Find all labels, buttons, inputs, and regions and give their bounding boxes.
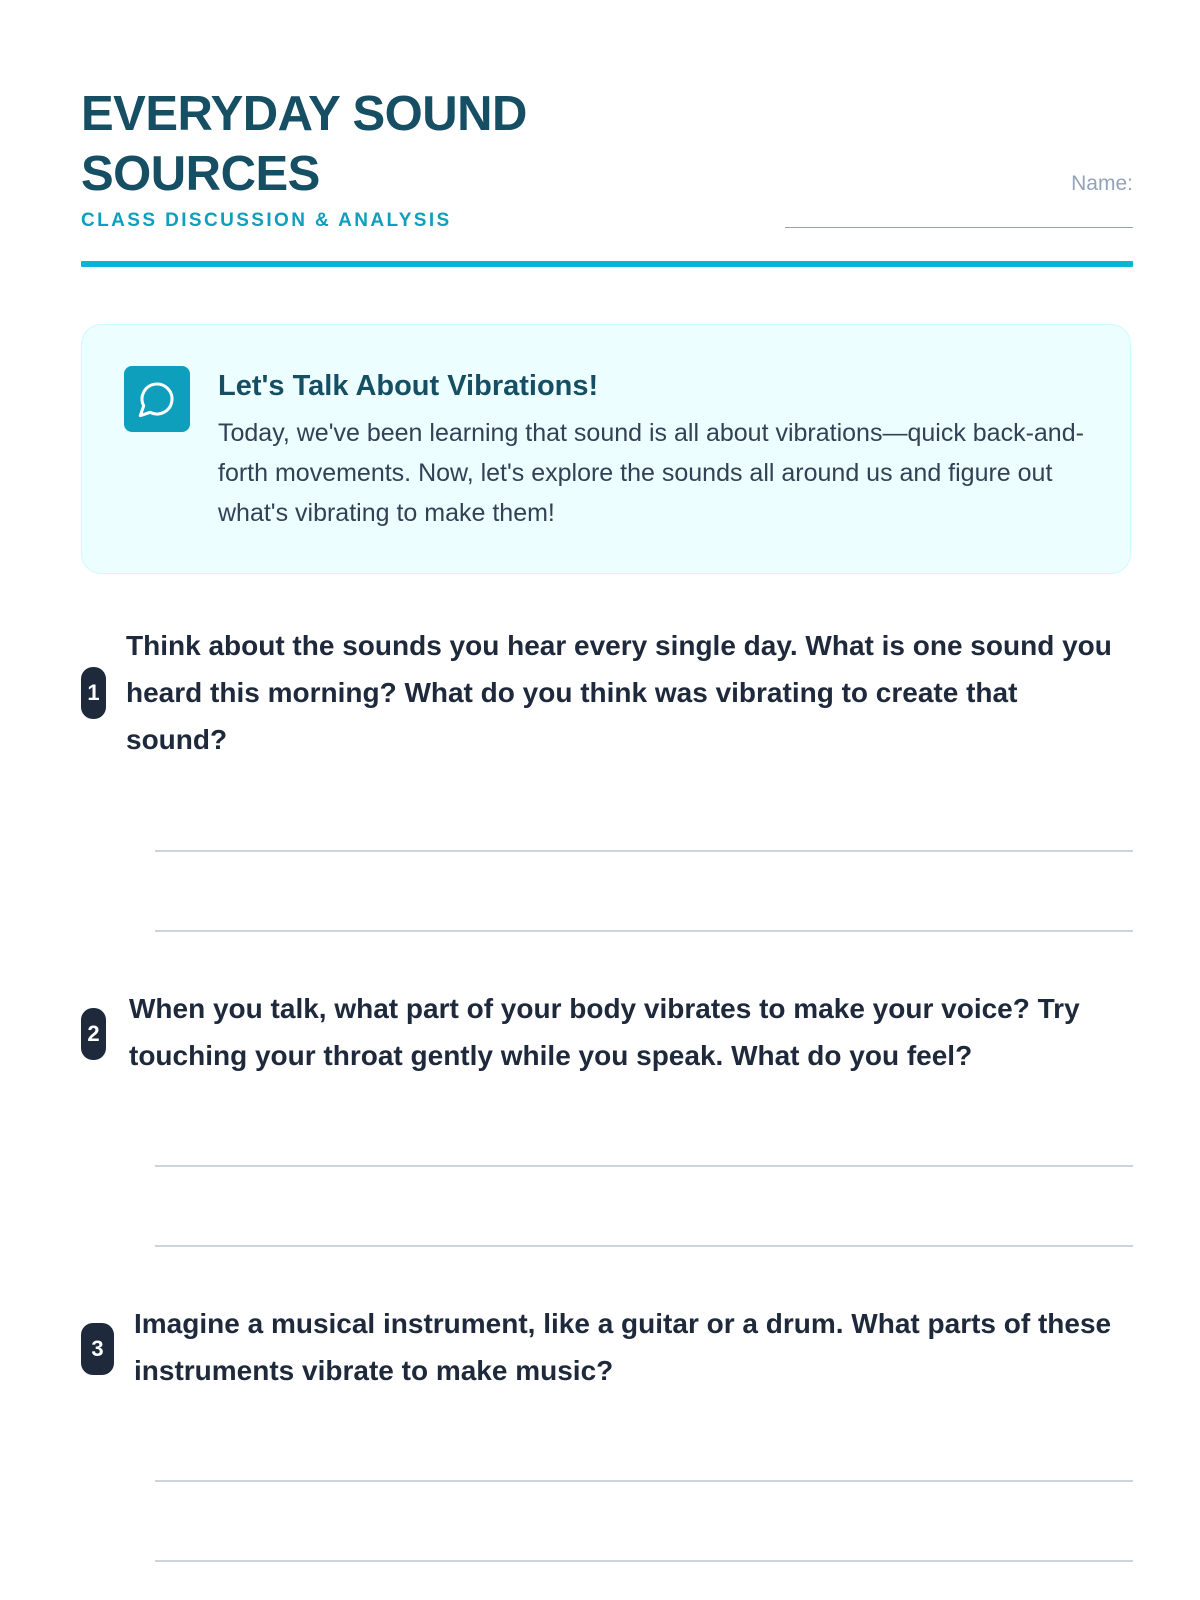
answer-line[interactable] [155, 850, 1133, 852]
answer-line[interactable] [155, 1560, 1133, 1562]
chat-bubble-icon [124, 366, 190, 432]
worksheet-page [81, 0, 1133, 1386]
intro-callout [81, 324, 1131, 574]
page-subtitle: CLASS DISCUSSION & ANALYSIS [81, 210, 452, 231]
question-text: When you talk, what part of your body vibrates to make your voice? Try touching your throat gently while you speak. What do you feel? [129, 993, 1080, 1071]
name-label: Name: [1071, 172, 1133, 195]
answer-line[interactable] [155, 1245, 1133, 1247]
answer-line[interactable] [155, 930, 1133, 932]
question-number-badge: 1 [81, 667, 106, 719]
question-text: Think about the sounds you hear every single day. What is one sound you heard this morning? What do you think was vibrating to create that sound? [126, 630, 1112, 755]
page-title: EVERYDAY SOUND SOURCES [81, 87, 527, 201]
name-field-line[interactable] [785, 227, 1133, 228]
intro-text: Today, we've been learning that sound is all about vibrations—quick back-and-forth movements. Now, let's explore the sounds all around us and figure out what's vibrating to make them! [218, 419, 1084, 527]
question-number-badge: 2 [81, 1008, 106, 1060]
header-divider [81, 261, 1133, 267]
answer-line[interactable] [155, 1165, 1133, 1167]
intro-title: Let's Talk About Vibrations! [218, 370, 599, 402]
question-text: Imagine a musical instrument, like a guitar or a drum. What parts of these instruments vibrate to make music? [134, 1308, 1112, 1386]
answer-line[interactable] [155, 1480, 1133, 1482]
question-number-badge: 3 [81, 1323, 114, 1375]
worksheet-header [81, 0, 1133, 268]
